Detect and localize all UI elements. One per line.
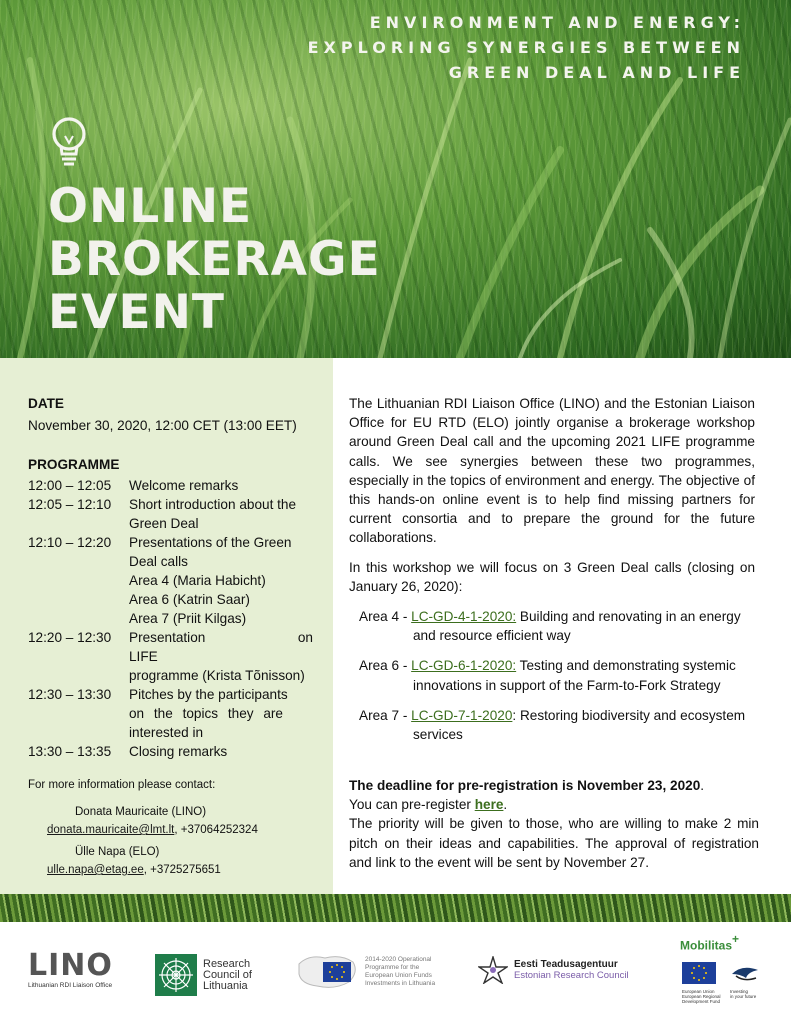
phone-1: , +37064252324 bbox=[174, 824, 258, 836]
priority-text: The priority will be given to those, who are willing to make 2 min pitch on their ideas and capabilities. The approval of registration and link to the event will be sent by November 27. bbox=[349, 816, 759, 870]
call-link-area-6[interactable]: LC-GD-6-1-2020: bbox=[411, 658, 517, 674]
date-heading: DATE bbox=[28, 396, 64, 411]
programme-item: interested in bbox=[129, 725, 204, 740]
programme-item: Welcome remarks bbox=[129, 478, 239, 493]
programme-item: Presentation on LIFE bbox=[129, 630, 313, 664]
phone-2: , +3725275651 bbox=[143, 864, 221, 876]
mobilitas-logo: Mobilitas+ bbox=[680, 932, 740, 953]
programme-item: Pitches by the participants bbox=[129, 687, 288, 702]
deadline-text: The deadline for pre-registration is November 23, 2020. bbox=[349, 778, 705, 793]
call-link-area-7[interactable]: LC-GD-7-1-2020 bbox=[411, 707, 513, 723]
programme-time: 12:20 – 12:30 bbox=[28, 630, 112, 645]
programme-time: 12:30 – 13:30 bbox=[28, 687, 112, 702]
event-subtitle: ENVIRONMENT AND ENERGY: EXPLORING SYNERGIES BETWEEN GREEN DEAL AND LIFE bbox=[307, 13, 745, 82]
rcl-emblem-icon bbox=[155, 954, 197, 996]
programme-heading: PROGRAMME bbox=[28, 457, 120, 472]
etag-star-icon bbox=[478, 956, 508, 984]
eu-funds-lithuania-logo: 2014-2020 Operational Programme for the European Union Funds Investments in Lithuania bbox=[295, 952, 435, 992]
area-item-4: Area 4 - LC-GD-4-1-2020: Building and renovating in an energy and resource efficient way bbox=[359, 609, 741, 644]
focus-paragraph: In this workshop we will focus on 3 Green Deal calls (closing on January 26, 2020): bbox=[349, 559, 755, 594]
programme-row bbox=[28, 495, 313, 533]
lightbulb-icon bbox=[47, 114, 95, 168]
investing-future-logo: Investing in your future bbox=[730, 962, 760, 999]
event-description bbox=[349, 394, 755, 744]
lithuania-map-eu-flag-icon bbox=[295, 952, 361, 992]
contact-person-2: Ülle Napa (ELO) bbox=[75, 846, 160, 858]
rcl-logo: Research Council of Lithuania bbox=[155, 954, 252, 996]
hero-banner bbox=[0, 0, 791, 358]
grass-strip bbox=[0, 894, 791, 922]
programme-row bbox=[28, 685, 313, 742]
area-item-7: Area 7 - LC-GD-7-1-2020: Restoring biodiversity and ecosystem services bbox=[359, 707, 746, 743]
lino-logo: LINO Lithuanian RDI Liaison Office bbox=[28, 948, 113, 989]
call-link-area-4[interactable]: LC-GD-4-1-2020: bbox=[411, 609, 517, 625]
programme-time: 12:05 – 12:10 bbox=[28, 497, 112, 512]
programme-item: Deal calls bbox=[129, 554, 188, 569]
eu-flag-icon bbox=[682, 962, 716, 984]
programme-item: Presentations of the Green bbox=[129, 535, 292, 550]
contact-line-1 bbox=[47, 824, 258, 836]
estonia-swallow-icon bbox=[730, 962, 760, 984]
email-link-1[interactable]: donata.mauricaite@lmt.lt bbox=[47, 824, 175, 836]
eu-erdf-logo: European Union European Regional Development Fund bbox=[682, 962, 721, 1004]
register-line: You can pre-register here. bbox=[349, 797, 508, 813]
programme-time: 12:10 – 12:20 bbox=[28, 535, 112, 550]
date-value: November 30, 2020, 12:00 CET (13:00 EET) bbox=[28, 418, 297, 433]
contact-line-2 bbox=[47, 864, 221, 876]
programme-item: Closing remarks bbox=[129, 744, 228, 759]
partner-logos bbox=[0, 922, 791, 1024]
programme-row bbox=[28, 533, 313, 628]
intro-paragraph: The Lithuanian RDI Liaison Office (LINO) and the Estonian Liaison Office for EU RTD (ELO) jointly organise a brokerage workshop around Green Deal call and the upcoming 2021 LIFE programme calls. We see synergies between these two programmes, especially in the topics of environment and energy. The objective of this hands-on online event is to help find missing partners for current consortia and to prepare the ground for the future collaborations. bbox=[349, 396, 755, 546]
programme-row bbox=[28, 742, 313, 761]
programme-table bbox=[28, 476, 313, 761]
programme-item: Area 6 (Katrin Saar) bbox=[129, 592, 250, 607]
programme-item: Area 4 (Maria Habicht) bbox=[129, 573, 266, 588]
etag-logo: Eesti Teadusagentuur Estonian Research Council bbox=[478, 956, 629, 984]
registration-info bbox=[349, 776, 759, 872]
programme-item: on the topics they are bbox=[129, 706, 283, 721]
programme-row bbox=[28, 628, 313, 685]
area-item-6: Area 6 - LC-GD-6-1-2020: Testing and demonstrating systemic innovations in support of the Farm-to-Fork Strategy bbox=[359, 658, 736, 693]
contact-heading: For more information please contact: bbox=[28, 779, 216, 791]
programme-time: 13:30 – 13:35 bbox=[28, 744, 112, 759]
event-title: ONLINE BROKERAGE EVENT bbox=[48, 179, 381, 340]
register-link[interactable]: here bbox=[474, 797, 504, 813]
programme-item: programme (Krista Tõnisson) bbox=[129, 668, 305, 683]
programme-time: 12:00 – 12:05 bbox=[28, 478, 112, 493]
programme-item: Short introduction about the bbox=[129, 497, 297, 512]
programme-item: Green Deal bbox=[129, 516, 199, 531]
programme-row bbox=[28, 476, 313, 495]
contact-person-1: Donata Mauricaite (LINO) bbox=[75, 806, 207, 818]
email-link-2[interactable]: ulle.napa@etag.ee bbox=[47, 864, 144, 876]
programme-item: Area 7 (Priit Kilgas) bbox=[129, 611, 247, 626]
event-details bbox=[28, 394, 313, 761]
